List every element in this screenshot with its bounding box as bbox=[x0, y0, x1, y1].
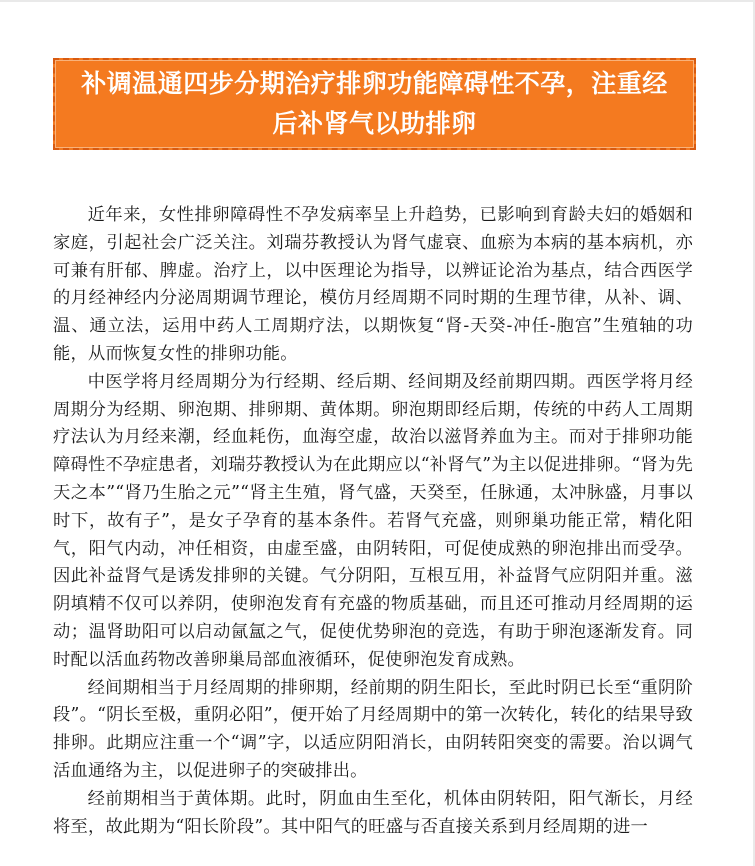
title-banner bbox=[53, 58, 696, 150]
paragraph-4: 经前期相当于黄体期。此时，阴血由生至化，机体由阴转阳，阳气渐长，月经将至，故此期为“阳长阶段”。其中阳气的旺盛与否直接关系到月经周期的进一 bbox=[53, 788, 693, 837]
paragraph-3: 经间期相当于月经周期的排卵期，经前期的阴生阳长，至此时阴已长至“重阴阶段”。“阴长至极，重阴必阳”，便开始了月经周期中的第一次转化，转化的结果导致排卵。此期应注重一个“调”字，以适应阴阳消长，由阴转阳突变的需要。治以调气活血通络为主，以促进卵子的突破排出。 bbox=[53, 677, 693, 781]
paragraph-2: 中医学将月经周期分为行经期、经后期、经间期及经前期四期。西医学将月经周期分为经期、卵泡期、排卵期、黄体期。卵泡期即经后期，传统的中药人工周期疗法认为月经来潮，经血耗伤，血海空虚，故治以滋肾养血为主。而对于排卵功能障碍性不孕症患者，刘瑞芬教授认为在此期应以“补肾气”为主以促进排卵。“肾为先天之本”“肾乃生胎之元”“肾主生殖，肾气盛，天癸至，任脉通，太冲脉盛，月事以时下，故有子”，是女子孕育的基本条件。若肾气充盛，则卵巢功能正常，精化阳气，阳气内动，冲任相资，由虚至盛，由阴转阳，可促使成熟的卵泡排出而受孕。因此补益肾气是诱发排卵的关键。气分阴阳，互根互用，补益肾气应阴阳并重。滋阴填精不仅可以养阴，使卵泡发育有充盛的物质基础，而且还可推动月经周期的运动；温肾助阳可以启动氤氲之气，促使优势卵泡的竞选，有助于卵泡逐渐发育。同时配以活血药物改善卵巢局部血液循环，促使卵泡发育成熟。 bbox=[53, 371, 693, 670]
article-body bbox=[53, 202, 693, 841]
top-border bbox=[0, 0, 755, 2]
article-title: 补调温通四步分期治疗排卵功能障碍性不孕，注重经后补肾气以助排卵 bbox=[81, 69, 668, 138]
paragraph-1: 近年来，女性排卵障碍性不孕发病率呈上升趋势，已影响到育龄夫妇的婚姻和家庭，引起社会广泛关注。刘瑞芬教授认为肾气虚衰、血瘀为本病的基本病机，亦可兼有肝郁、脾虚。治疗上，以中医理论为指导，以辨证论治为基点，结合西医学的月经神经内分泌周期调节理论，模仿月经周期不同时期的生理节律，从补、调、温、通立法，运用中药人工周期疗法，以期恢复“肾-天癸-冲任-胞宫”生殖轴的功能，从而恢复女性的排卵功能。 bbox=[53, 205, 693, 364]
